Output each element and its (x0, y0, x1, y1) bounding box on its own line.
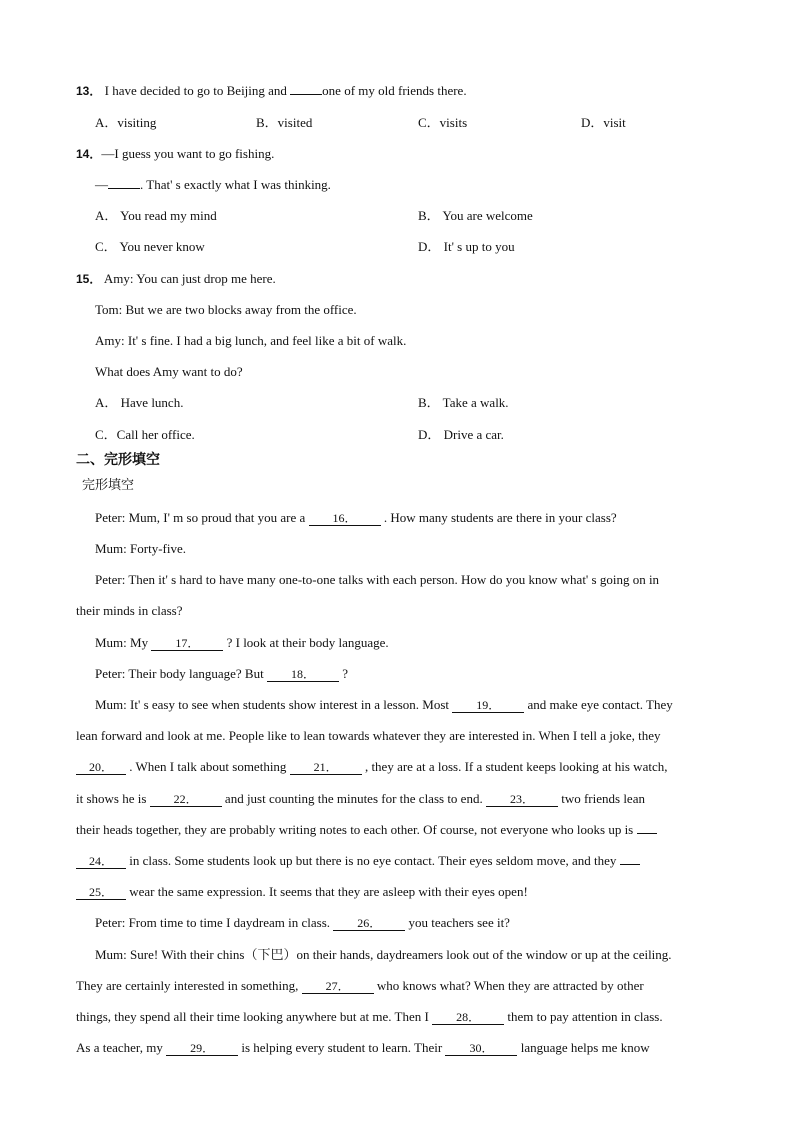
passage-text: in class. Some students look up but there is no eye contact. Their eyes seldom move, and they (129, 853, 617, 868)
blank-30[interactable]: 30． (445, 1041, 517, 1056)
q14-stem (76, 145, 274, 163)
blank-18[interactable]: 18． (267, 667, 339, 682)
passage-line (76, 821, 657, 839)
passage-text: wear the same expression. It seems that they are asleep with their eyes open! (129, 884, 528, 899)
section-title: 二、完形填空 (76, 452, 160, 468)
q15-option-b[interactable]: B． Take a walk. (418, 395, 509, 410)
q15-line3: Amy: It' s fine. I had a big lunch, and feel like a bit of walk. (95, 333, 407, 348)
passage-line (76, 1008, 663, 1026)
answer-blank[interactable] (290, 82, 322, 95)
passage-text: Mum: My (95, 635, 149, 650)
q14-line2 (95, 176, 331, 194)
blank-29[interactable]: 29． (166, 1041, 238, 1056)
q13-stem-pre: I have decided to go to Beijing and (101, 83, 291, 98)
continuation-rule (620, 852, 640, 865)
passage-text: their heads together, they are probably writing notes to each other. Of course, not everyone who looks up is (76, 822, 634, 837)
q13-option-a[interactable]: A．visiting (95, 115, 157, 130)
passage-line (76, 758, 667, 776)
passage-text: Peter: Mum, I' m so proud that you are a (95, 510, 306, 525)
passage-line (76, 1039, 650, 1057)
q13-option-c[interactable]: C．visits (418, 115, 468, 130)
passage-text: two friends lean (561, 791, 645, 806)
passage-line (76, 977, 644, 995)
blank-28[interactable]: 28． (432, 1010, 504, 1025)
blank-26[interactable]: 26． (333, 916, 405, 931)
continuation-rule (637, 821, 657, 834)
blank-16[interactable]: 16． (309, 511, 381, 526)
q15-stem (76, 270, 276, 288)
q15-line1: Amy: You can just drop me here. (101, 271, 276, 286)
passage-text: ? (342, 666, 348, 681)
q14-line1: —I guess you want to go fishing. (101, 146, 275, 161)
passage-text: and make eye contact. They (527, 697, 673, 712)
blank-17[interactable]: 17． (151, 636, 223, 651)
q15-option-c[interactable]: C．Call her office. (95, 427, 195, 442)
q15-line2: Tom: But we are two blocks away from the office. (95, 302, 357, 317)
q14-option-c[interactable]: C． You never know (95, 239, 205, 254)
passage-line (95, 509, 617, 527)
blank-21[interactable]: 21． (290, 760, 362, 775)
passage-line: lean forward and look at me. People like to lean towards whatever they are interested in. When I tell a joke, they (76, 728, 661, 743)
question-number: 15． (76, 272, 102, 286)
passage-line (76, 883, 528, 901)
q14-dash: — (95, 177, 108, 192)
passage-text: As a teacher, my (76, 1040, 163, 1055)
q14-line2-post: . That' s exactly what I was thinking. (140, 177, 331, 192)
passage-line (76, 852, 640, 870)
passage-line (95, 696, 673, 714)
passage-text: it shows he is (76, 791, 147, 806)
passage-text: They are certainly interested in something, (76, 978, 299, 993)
passage-line: Mum: Forty-five. (95, 541, 186, 556)
blank-19[interactable]: 19． (452, 698, 524, 713)
q14-option-b[interactable]: B． You are welcome (418, 208, 533, 223)
passage-line (76, 790, 645, 808)
q15-option-d[interactable]: D． Drive a car. (418, 427, 504, 442)
answer-blank[interactable] (108, 176, 140, 189)
blank-20[interactable]: 20． (76, 760, 126, 775)
passage-line (95, 634, 389, 652)
passage-text: Mum: It' s easy to see when students show interest in a lesson. Most (95, 697, 450, 712)
passage-text: is helping every student to learn. Their (241, 1040, 443, 1055)
question-number: 13． (76, 84, 102, 98)
question-number: 14． (76, 147, 102, 161)
q13-stem-post: one of my old friends there. (322, 83, 467, 98)
q14-option-a[interactable]: A． You read my mind (95, 208, 217, 223)
q15-option-a[interactable]: A． Have lunch. (95, 395, 184, 410)
passage-line: Peter: Then it' s hard to have many one-to-one talks with each person. How do you know what' s going on in (95, 572, 660, 587)
q14-option-d[interactable]: D． It' s up to you (418, 239, 515, 254)
passage-text: . When I talk about something (129, 759, 287, 774)
passage-line (95, 914, 510, 932)
section-subtitle: 完形填空 (82, 478, 135, 493)
passage-line: their minds in class? (76, 603, 183, 618)
passage-text: , they are at a loss. If a student keeps looking at his watch, (364, 759, 668, 774)
passage-line (95, 665, 348, 683)
blank-22[interactable]: 22． (150, 792, 222, 807)
q15-line4: What does Amy want to do? (95, 364, 243, 379)
passage-text: you teachers see it? (408, 915, 510, 930)
passage-text: and just counting the minutes for the class to end. (224, 791, 483, 806)
passage-text: Peter: From time to time I daydream in class. (95, 915, 331, 930)
q13-stem (76, 82, 467, 100)
blank-24[interactable]: 24． (76, 854, 126, 869)
passage-text: them to pay attention in class. (507, 1009, 663, 1024)
passage-text: . How many students are there in your class? (383, 510, 617, 525)
blank-25[interactable]: 25． (76, 885, 126, 900)
passage-text: Peter: Their body language? But (95, 666, 264, 681)
q13-option-b[interactable]: B．visited (256, 115, 313, 130)
passage-text: who knows what? When they are attracted by other (376, 978, 644, 993)
passage-line: Mum: Sure! With their chins（下巴）on their hands, daydreamers look out of the window or up at the ceiling. (95, 947, 672, 962)
blank-23[interactable]: 23． (486, 792, 558, 807)
passage-text: things, they spend all their time looking anywhere but at me. Then I (76, 1009, 429, 1024)
blank-27[interactable]: 27． (302, 979, 374, 994)
q13-option-d[interactable]: D．visit (581, 115, 626, 130)
passage-text: ? I look at their body language. (226, 635, 389, 650)
passage-text: language helps me know (520, 1040, 650, 1055)
